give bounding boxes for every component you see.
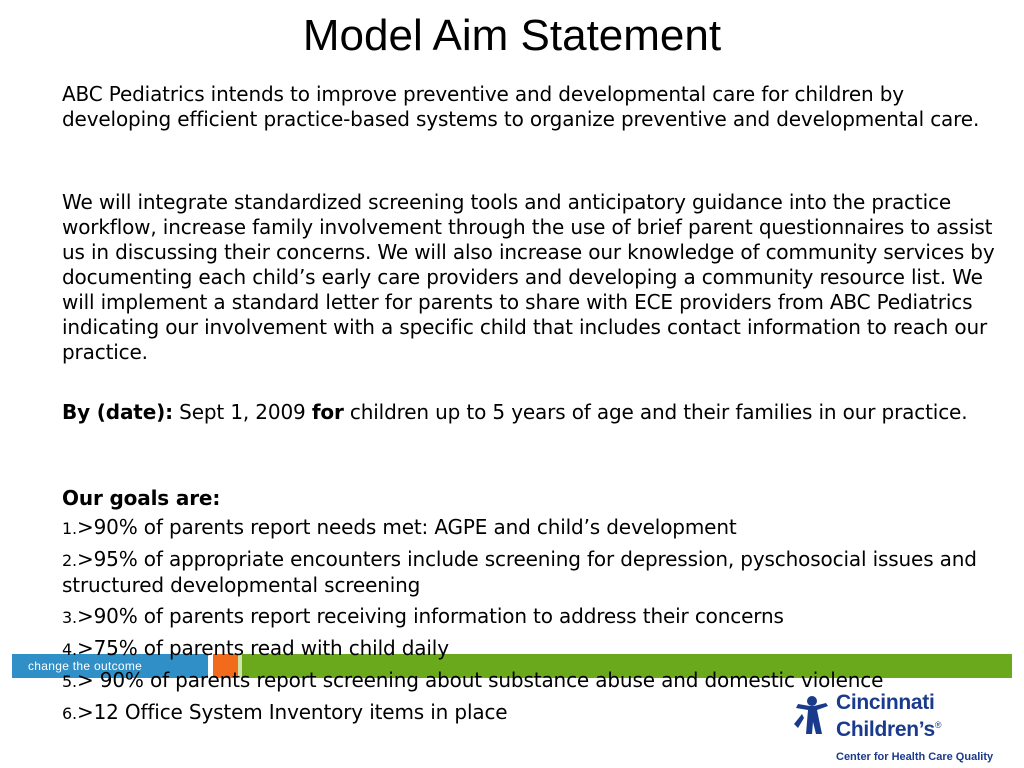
aim-paragraph-1: ABC Pediatrics intends to improve preventive and developmental care for children by developing efficient practice-based systems to organize preventive and developmental care. — [62, 82, 980, 131]
childrens-figure-icon — [792, 694, 832, 738]
cincinnati-childrens-logo — [792, 692, 1012, 766]
for-label: for — [311, 400, 344, 424]
goal-number: 5. — [62, 672, 77, 691]
logo-wordmark — [836, 692, 941, 741]
logo-line-2-wrap — [836, 714, 941, 741]
goal-text: >12 Office System Inventory items in place — [76, 700, 508, 724]
goal-item — [62, 604, 1012, 630]
slide-title: Model Aim Statement — [302, 11, 722, 60]
goal-number: 2. — [62, 551, 77, 570]
by-date-label: By (date): — [62, 400, 173, 424]
goal-number: 4. — [62, 640, 77, 659]
goal-number: 6. — [62, 704, 77, 723]
goal-number: 3. — [62, 608, 77, 627]
by-date-value: Sept 1, 2009 — [172, 400, 312, 424]
goal-number: 1. — [62, 519, 77, 538]
goal-text: > 90% of parents report screening about substance abuse and domestic violence — [76, 668, 884, 692]
goal-text: >95% of appropriate encounters include screening for depression, pyschosocial issues and structured developmental screening — [62, 547, 977, 597]
goal-text: >75% of parents read with child daily — [76, 636, 449, 660]
goal-item — [62, 636, 1012, 662]
for-text: children up to 5 years of age and their families in our practice. — [343, 400, 968, 424]
goals-heading-text: Our goals are: — [62, 486, 221, 510]
logo-line-2: Children’s — [836, 718, 935, 741]
aim-paragraph-3 — [62, 400, 1012, 425]
logo-subtitle: Center for Health Care Quality — [836, 751, 994, 763]
goal-item — [62, 515, 1012, 541]
goals-heading — [62, 486, 1012, 511]
logo-line-1: Cincinnati — [836, 691, 935, 714]
goal-text: >90% of parents report needs met: AGPE and child’s development — [76, 515, 737, 539]
aim-paragraph-2: We will integrate standardized screening tools and anticipatory guidance into the practice workflow, increase family involvement through the use of brief parent questionnaires to assist us in discussing their concerns. We will also increase our knowledge of community services by documenting each child’s early care providers and developing a community resource list. We will implement a standard letter for parents to share with ECE providers from ABC Pediatrics indicating our involvement with a specific child that includes contact information to reach our practice. — [62, 190, 995, 364]
goal-text: >90% of parents report receiving information to address their concerns — [76, 604, 784, 628]
goal-item — [62, 547, 1012, 598]
registered-mark: ® — [934, 720, 942, 730]
footer-tagline: change the outcome — [28, 659, 143, 673]
